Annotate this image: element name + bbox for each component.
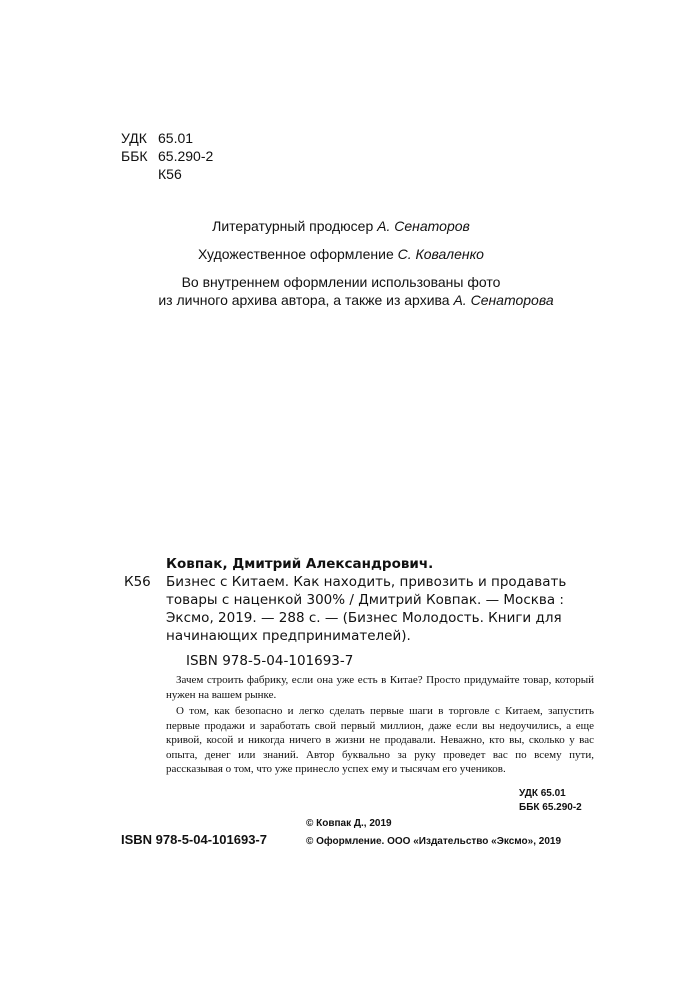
producer-credit [0, 217, 682, 235]
credits-block [0, 217, 682, 309]
design-prefix: Художественное оформление [198, 246, 398, 262]
producer-name: А. Сенаторов [377, 218, 470, 234]
biblio-code: К56 [124, 574, 151, 590]
photo-line-2-name: А. Сенаторова [453, 292, 554, 308]
footer-isbn: ISBN 978-5-04-101693-7 [121, 832, 267, 847]
copyright-block [306, 815, 561, 851]
bbk-code-right: ББК 65.290-2 [519, 802, 582, 813]
photo-credit [0, 273, 682, 309]
classification-codes [121, 129, 213, 183]
copyright-design: © Оформление. ООО «Издательство «Эксмо», 2019 [306, 836, 562, 847]
bibliographic-record [124, 555, 594, 670]
biblio-entry [124, 573, 594, 645]
author-mark: К56 [158, 166, 182, 182]
photo-line-2 [158, 292, 553, 308]
annotation-paragraph-2: О том, как безопасно и легко сделать первые шаги в торговле с Китаем, запустить первые продажи и заработать свой первый миллион, даже если вы недоучились, а еще кривой, косой и никогда ничего в жизни не продавали. Неважно, кто вы, сколько у вас опыта, денег или знаний. Автор буквально за руку проведет вас по всему пути, рассказывая о том, что уже принесло успех ему и тысячам его учеников. [166, 705, 594, 775]
bbk-value: 65.290-2 [158, 148, 214, 164]
bbk-row [121, 147, 213, 165]
photo-line-1: Во внутреннем оформлении использованы фото [181, 274, 501, 290]
annotation-paragraph-1: Зачем строить фабрику, если она уже есть в Китае? Просто придумайте товар, который нужен на вашем рынке. [166, 674, 594, 701]
biblio-author: Ковпак, Дмитрий Александрович. [166, 556, 434, 572]
producer-prefix: Литературный продюсер [212, 218, 378, 234]
annotation [166, 673, 594, 777]
photo-line-2-prefix: из личного архива автора, а также из архива [158, 292, 454, 308]
bbk-label: ББК [121, 148, 148, 164]
udk-label: УДК [121, 130, 147, 146]
biblio-isbn: ISBN 978-5-04-101693-7 [186, 653, 354, 669]
biblio-description: Бизнес с Китаем. Как находить, привозить и продавать товары с наценкой 300% / Дмитрий Ковпак. — Москва : Эксмо, 2019. — 288 с. — (Бизнес Молодость. Книги для начинающих предпринимателей). [166, 574, 567, 644]
udk-value: 65.01 [158, 130, 194, 146]
codes-right [519, 787, 582, 815]
copyright-author: © Ковпак Д., 2019 [306, 818, 392, 829]
udk-row [121, 129, 213, 147]
udk-code-right: УДК 65.01 [519, 788, 566, 799]
design-credit [0, 245, 682, 263]
design-name: С. Коваленко [397, 246, 484, 262]
